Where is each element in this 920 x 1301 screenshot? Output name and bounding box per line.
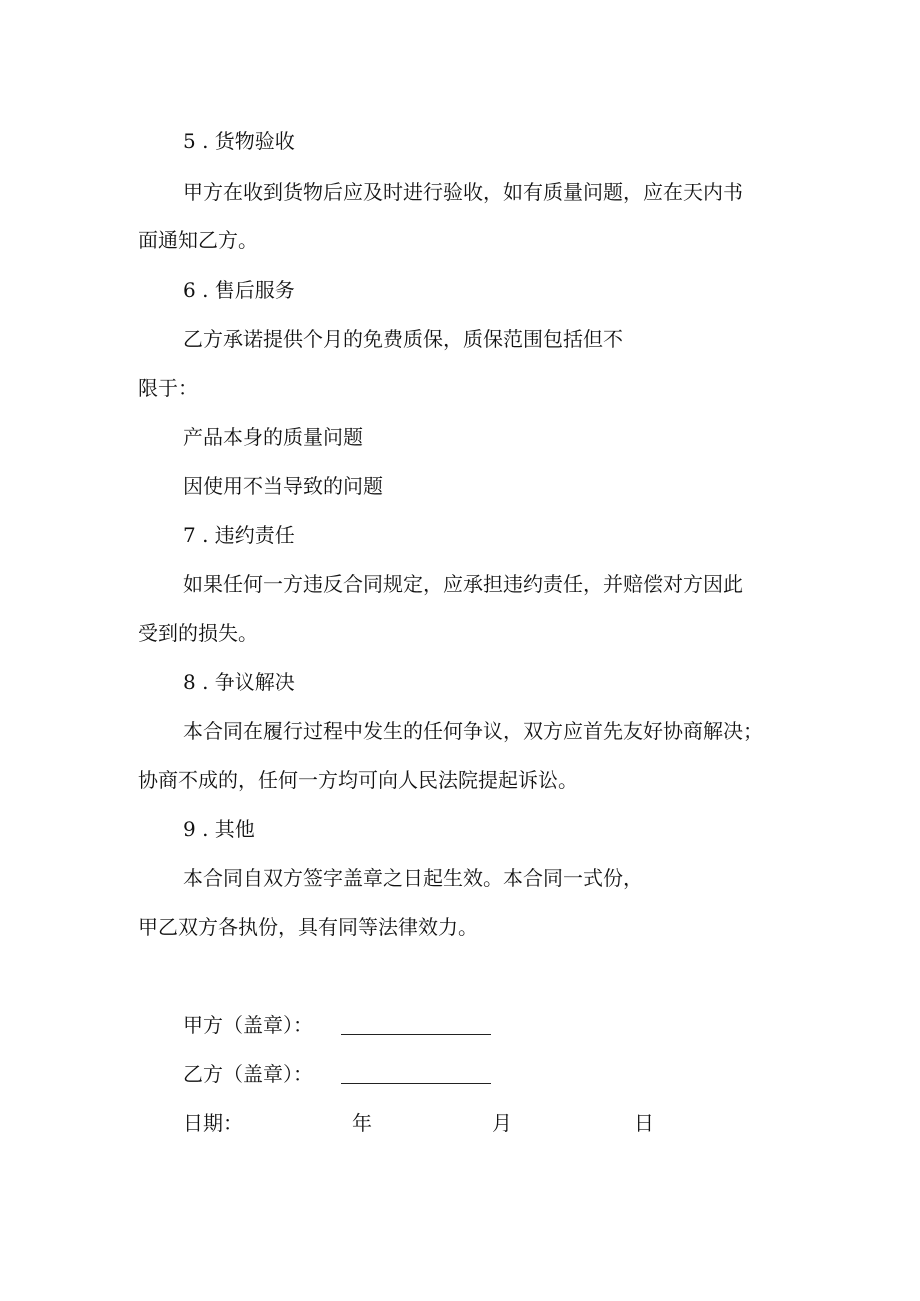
section-9-body-line-2: 甲乙双方各执份，具有同等法律效力。 (138, 915, 478, 939)
party-a-label: 甲方（盖章）： (183, 1013, 313, 1037)
section-7-body-line-2: 受到的损失。 (138, 621, 258, 645)
section-6-heading: 6 . 售后服务 (183, 278, 295, 302)
date-day: 日 (634, 1111, 654, 1135)
section-5-body-line-2: 面通知乙方。 (138, 228, 258, 252)
section-6-body-line-2: 限于： (138, 376, 198, 400)
section-6-body-line-1: 乙方承诺提供个月的免费质保，质保范围包括但不 (183, 327, 623, 351)
section-5-body-line-1: 甲方在收到货物后应及时进行验收，如有质量问题，应在天内书 (183, 180, 743, 204)
section-8-body-line-1: 本合同在履行过程中发生的任何争议，双方应首先友好协商解决； (183, 719, 763, 743)
section-7-body-line-1: 如果任何一方违反合同规定，应承担违约责任，并赔偿对方因此 (183, 572, 743, 596)
section-8-body-line-2: 协商不成的，任何一方均可向人民法院提起诉讼。 (138, 768, 578, 792)
section-6-item-1: 产品本身的质量问题 (183, 425, 363, 449)
date-month: 月 (492, 1111, 512, 1135)
section-5-heading: 5 . 货物验收 (183, 129, 295, 153)
section-8-heading: 8 . 争议解决 (183, 670, 295, 694)
section-9-body-line-1: 本合同自双方签字盖章之日起生效。本合同一式份， (183, 866, 643, 890)
party-a-signature-row (183, 1011, 503, 1039)
party-b-signature-row (183, 1060, 503, 1088)
section-7-heading: 7 . 违约责任 (183, 523, 295, 547)
date-label: 日期： (183, 1111, 243, 1135)
date-year: 年 (352, 1111, 372, 1135)
party-b-label: 乙方（盖章）： (183, 1062, 313, 1086)
party-b-signature-line (341, 1083, 491, 1084)
party-a-signature-line (341, 1034, 491, 1035)
section-6-item-2: 因使用不当导致的问题 (183, 474, 383, 498)
section-9-heading: 9 . 其他 (183, 817, 255, 841)
